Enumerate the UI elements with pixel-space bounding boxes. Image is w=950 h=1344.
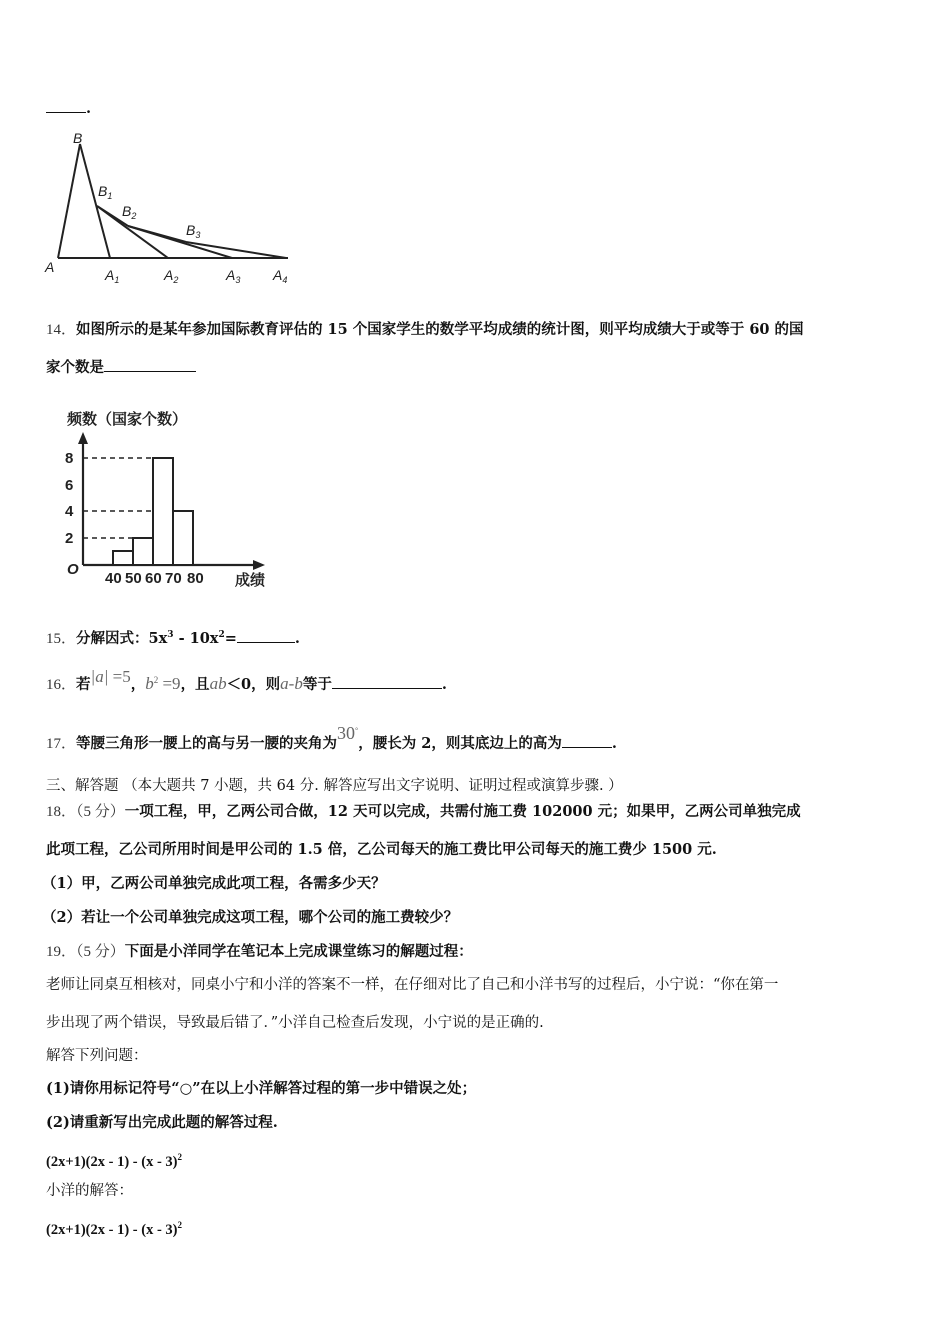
math-expr: b (145, 673, 154, 693)
math-expr: ab (209, 673, 227, 693)
x-tick: 80 (187, 570, 204, 587)
q18-line1 (46, 802, 801, 822)
x-tick: 50 (125, 570, 142, 587)
sub-question: (1)请你用标记符号“○”在以上小洋解答过程的第一步中错误之处； (46, 1080, 477, 1097)
question-text: 下面是小洋同学在笔记本上完成课堂练习的解题过程： (124, 943, 473, 960)
question-text: 解答下列问题： (46, 1048, 148, 1064)
question-text: 若 (76, 675, 91, 693)
q19-line2 (46, 975, 778, 995)
question-text: ，腰长为 2，则其底边上的高为 (358, 734, 562, 752)
label-A1: $A_1$ (105, 267, 120, 285)
section-note: （本大题共 7 小题，共 64 分. 解答应写出文字说明、证明过程或演算步骤. ） (123, 778, 623, 794)
answer-blank (562, 733, 612, 748)
sub-question: （2）若让一个公司单独完成这项工程，哪个公司的施工费较少？ (42, 909, 459, 926)
y-axis-arrow-icon (78, 432, 88, 444)
q13-answer-line (46, 98, 91, 119)
y-tick: 2 (65, 530, 74, 547)
math-expr: a-b (280, 673, 303, 693)
q19-expression-2 (46, 1215, 182, 1240)
question-text: 老师让同桌互相核对，同桌小宁和小洋的答案不一样，在仔细对比了自己和小洋书写的过程后，小宁说：“你在第一 (46, 977, 779, 993)
q19-line1 (46, 942, 473, 962)
math-expr: 30 (337, 722, 356, 743)
period: . (86, 100, 92, 117)
answer-blank (46, 98, 86, 113)
q15-line (46, 625, 300, 649)
question-text: 此项工程，乙公司所用时间是甲公司的 1.5 倍，乙公司每天的施工费比甲公司每天的施工费少 1500 元. (46, 841, 717, 858)
answer-blank (332, 674, 442, 689)
exponent: 2 (177, 1152, 182, 1162)
label-B3: $B_3$ (186, 222, 201, 240)
question-number: 18． (46, 804, 77, 820)
sub-question: （1）甲，乙两公司单独完成此项工程，各需多少天？ (42, 875, 386, 892)
label-B2: $B_2$ (122, 203, 137, 221)
question-text: 分解因式： (76, 629, 149, 647)
bar-70-80 (173, 511, 193, 565)
q14-line2 (46, 357, 196, 378)
question-points: （5 分） (76, 804, 125, 820)
origin-label: O (67, 561, 79, 578)
question-number: 19． (46, 944, 77, 960)
answer-label: 小洋的解答： (46, 1183, 133, 1199)
math-expr: = (224, 629, 237, 647)
math-expr: - 10x (173, 629, 219, 647)
sub-question: (2)请重新写出完成此题的解答过程. (46, 1114, 278, 1131)
answer-blank (104, 357, 196, 372)
question-text: 如图所示的是某年参加国际教育评估的 15 个国家学生的数学平均成绩的统计图，则平均成绩大于或等于 60 的国 (76, 321, 804, 338)
math-expr: (2x+1)(2x - 1) - (x - 3) (46, 1221, 178, 1238)
label-B: B (73, 130, 83, 146)
q19-sub2 (46, 1113, 278, 1133)
question-text: 等腰三角形一腰上的高与另一腰的夹角为 (76, 734, 338, 752)
y-axis-title: 频数（国家个数） (67, 411, 188, 428)
question-number: 14． (46, 322, 77, 338)
q18-line2 (46, 840, 717, 860)
punctuation: ， (130, 675, 146, 693)
bar-50-60 (133, 538, 153, 565)
exponent: 3 (167, 630, 174, 640)
math-expr: (2x+1)(2x - 1) - (x - 3) (46, 1153, 178, 1170)
x-tick: 40 (105, 570, 122, 587)
label-A: A (45, 259, 55, 275)
bar-40-50 (113, 551, 133, 565)
question-points: （5 分） (76, 944, 125, 960)
question-text: 等于 (302, 675, 332, 693)
exponent: 2 (177, 1220, 182, 1230)
x-axis-title: 成绩 (235, 572, 266, 589)
section-3-header (46, 776, 623, 796)
histogram-bars (113, 458, 193, 565)
degree-symbol: ° (355, 726, 359, 735)
q19-expression (46, 1147, 182, 1172)
math-expr: =9 (158, 673, 181, 693)
question-number: 16． (46, 676, 77, 693)
y-tick: 8 (65, 450, 74, 467)
math-expr: =5 (108, 666, 131, 686)
math-expr: 5x (148, 629, 168, 647)
y-tick: 6 (65, 477, 74, 494)
answer-blank (237, 628, 295, 643)
x-axis-arrow-icon (253, 560, 265, 570)
period: . (441, 675, 447, 693)
question-number: 17． (46, 735, 77, 752)
q19-sub1 (46, 1079, 476, 1099)
question-text: 家个数是 (46, 359, 104, 376)
label-A2: $A_2$ (164, 267, 179, 285)
label-A3: $A_3$ (226, 267, 241, 285)
question-text: 一项工程，甲，乙两公司合做，12 天可以完成，共需付施工费 102000 元；如果甲，乙两公司单独完成 (124, 803, 801, 820)
q19-answer-label (46, 1181, 133, 1201)
question-text: ＜0，则 (226, 675, 281, 693)
label-B1: $B_1$ (98, 183, 113, 201)
q19-line3 (46, 1013, 544, 1033)
exponent: 2 (218, 630, 225, 640)
exponent: 2 (153, 675, 159, 685)
question-text: 步出现了两个错误，导致最后错了．”小洋自己检查后发现，小宁说的是正确的. (46, 1015, 544, 1031)
histogram-chart (45, 400, 285, 595)
q18-sub2 (42, 908, 458, 928)
y-tick: 4 (65, 503, 74, 520)
triangle-chain-figure (40, 130, 310, 285)
period: . (294, 629, 300, 647)
x-tick: 70 (165, 570, 182, 587)
q18-sub1 (42, 874, 386, 894)
label-A4: $A_4$ (273, 267, 288, 285)
math-expr: |a| (90, 666, 109, 686)
section-title: 三、解答题 (46, 778, 119, 794)
question-text: ，且 (180, 675, 210, 693)
bar-60-70 (153, 458, 173, 565)
q16-line (46, 666, 447, 695)
period: . (611, 734, 617, 752)
question-number: 15． (46, 630, 77, 647)
q17-line (46, 722, 617, 754)
x-tick: 60 (145, 570, 162, 587)
q19-line4 (46, 1046, 148, 1066)
q14-line1 (46, 320, 804, 340)
